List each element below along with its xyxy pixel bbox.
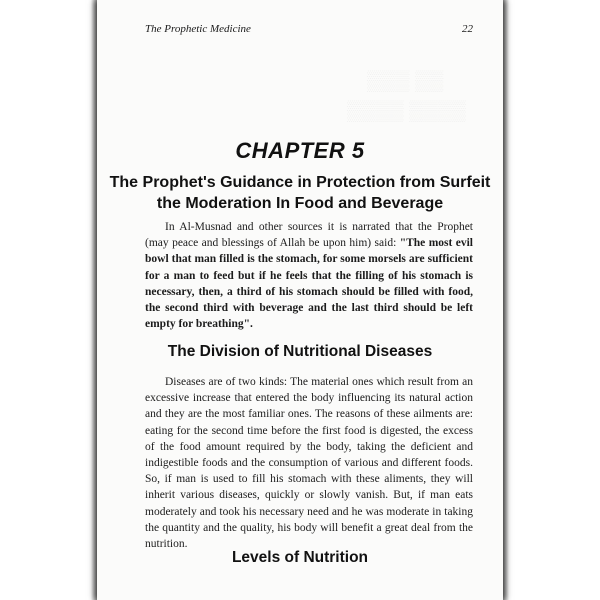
page-edge-shadow-right bbox=[503, 0, 509, 600]
division-paragraph bbox=[145, 374, 473, 552]
book-page bbox=[97, 0, 503, 600]
chapter-title-line1: The Prophet's Guidance in Protection from Surfeit bbox=[109, 174, 491, 191]
division-text: Diseases are of two kinds: The material ones which result from an excessive increase that entered the body influencing its natural action and they are the most familiar ones. The reasons of these ailments are: eating for the second time before the first food is digested, the excess of the food amount required by the body, taking the deficient and indigestible foods and the consumption of various and different foods. So, if man is used to fill his stomach with these aliments, they will inherit various diseases, quickly or slowly vanish. But, if man eats moderately and took his necessary need and he was moderate in taking the quantity and the quality, his body will benefit a great deal from the nutrition. bbox=[145, 376, 473, 551]
page-number: 22 bbox=[462, 23, 473, 35]
show-through-text: ▒▒▒▒ ▒▒▒▒ bbox=[347, 100, 466, 122]
hadith-quote: "The most evil bowl that man filled is the stomach, for some morsels are sufficient for a man to feed but if he feels that the filling of his stomach is necessary, then, a third of his stomach should be filled with food, the second third with beverage and the last third should be left empty for breathing". bbox=[145, 237, 474, 331]
chapter-title-line2: the Moderation In Food and Beverage bbox=[156, 195, 444, 212]
section-heading-division: The Division of Nutritional Diseases bbox=[167, 343, 433, 360]
running-header bbox=[145, 23, 473, 39]
intro-text: In Al-Musnad and other sources it is narrated that the Prophet (may peace and blessings of Allah be upon him) said: bbox=[145, 221, 473, 250]
book-title: The Prophetic Medicine bbox=[145, 23, 251, 35]
chapter-title bbox=[97, 172, 503, 214]
intro-paragraph bbox=[145, 219, 473, 332]
show-through-text: ▒▒▒ ▒▒ bbox=[367, 70, 444, 92]
section-heading-levels: Levels of Nutrition bbox=[231, 549, 369, 566]
chapter-heading: CHAPTER 5 bbox=[235, 138, 365, 163]
